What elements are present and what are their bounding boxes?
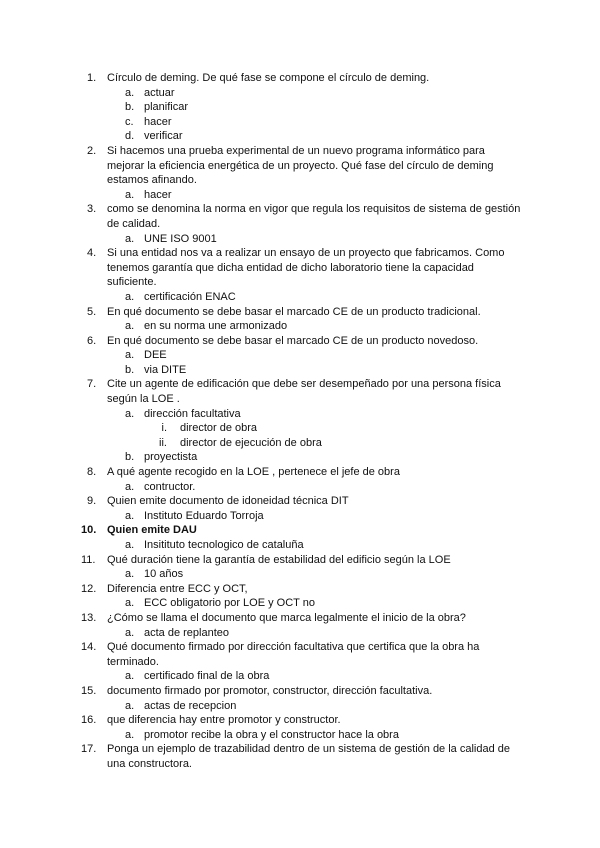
answer-label: b. xyxy=(125,101,135,114)
answer-item xyxy=(0,407,600,422)
question-number: 12. xyxy=(81,582,97,595)
subanswer-label: ii. xyxy=(159,436,167,449)
answer-item xyxy=(0,115,600,130)
answer-label: a. xyxy=(125,597,135,610)
question-number: 6. xyxy=(87,334,97,347)
question-number: 3. xyxy=(87,203,97,216)
answer-label: a. xyxy=(125,509,135,522)
question-text: Qué duración tiene la garantía de estabilidad del edificio según la LOE xyxy=(107,553,451,566)
answer-item xyxy=(0,596,600,611)
answer-label: a. xyxy=(125,699,135,712)
question-text: Cite un agente de edificación que debe ser desempeñado por una persona física según la LOE . xyxy=(107,378,501,406)
answer-item xyxy=(0,450,600,465)
answer-text: planificar xyxy=(144,101,189,114)
subanswer-label: i. xyxy=(161,422,167,435)
answer-item xyxy=(0,669,600,684)
answer-item xyxy=(0,480,600,495)
answer-label: a. xyxy=(125,349,135,362)
answer-text: DEE xyxy=(144,349,167,362)
question-text: Si hacemos una prueba experimental de un nuevo programa informático para mejorar la eficiencia energética de un proyecto. Qué fase del círculo de deming estamos afinando. xyxy=(107,144,494,187)
answer-item xyxy=(0,728,600,743)
answer-label: a. xyxy=(125,626,135,639)
question-item xyxy=(0,246,600,290)
question-text: Qué documento firmado por dirección facultativa que certifica que la obra ha terminado. xyxy=(107,641,480,668)
answer-item xyxy=(0,363,600,378)
question-number: 15. xyxy=(81,684,97,697)
question-number: 10. xyxy=(81,524,97,537)
question-number: 17. xyxy=(81,743,97,756)
question-item xyxy=(0,377,600,406)
answer-text: UNE ISO 9001 xyxy=(144,232,217,245)
question-item xyxy=(0,523,600,538)
answer-item xyxy=(0,232,600,247)
answer-item xyxy=(0,319,600,334)
answer-text: certificado final de la obra xyxy=(144,670,270,683)
answer-item xyxy=(0,699,600,714)
answer-label: b. xyxy=(125,363,135,376)
answer-item xyxy=(0,509,600,524)
answer-item xyxy=(0,290,600,305)
question-item xyxy=(0,640,600,669)
answer-item xyxy=(0,86,600,101)
question-text: En qué documento se debe basar el marcado CE de un producto novedoso. xyxy=(107,334,479,347)
question-item xyxy=(0,71,600,86)
subanswer-text: director de obra xyxy=(180,422,258,435)
question-number: 11. xyxy=(81,553,96,566)
answer-text: via DITE xyxy=(144,363,187,376)
question-item xyxy=(0,553,600,568)
question-item xyxy=(0,465,600,480)
question-item xyxy=(0,582,600,597)
question-item xyxy=(0,494,600,509)
question-number: 5. xyxy=(87,305,97,318)
question-text: Círculo de deming. De qué fase se compone el círculo de deming. xyxy=(107,72,430,84)
answer-text: Instituto Eduardo Torroja xyxy=(144,509,264,522)
question-text: Si una entidad nos va a realizar un ensayo de un proyecto que fabricamos. Como tenemos garantía que dicha entidad de dicho laboratorio tiene la capacidad suficiente. xyxy=(107,247,505,289)
answer-text: acta de replanteo xyxy=(144,626,230,639)
question-text: que diferencia hay entre promotor y constructor. xyxy=(107,714,341,727)
question-number: 1. xyxy=(87,72,97,84)
question-item xyxy=(0,334,600,349)
question-text: Quien emite documento de idoneidad técnica DIT xyxy=(107,495,349,508)
answer-label: a. xyxy=(125,568,135,581)
answer-label: a. xyxy=(125,407,135,420)
question-number: 8. xyxy=(87,466,97,479)
answer-text: actuar xyxy=(144,86,175,99)
answer-text: proyectista xyxy=(144,451,198,464)
question-item xyxy=(0,713,600,728)
answer-text: certificación ENAC xyxy=(144,290,236,303)
question-item xyxy=(0,144,600,188)
answer-label: a. xyxy=(125,480,135,493)
subanswer-text: director de ejecución de obra xyxy=(180,436,322,449)
answer-label: a. xyxy=(125,670,135,683)
question-number: 16. xyxy=(81,714,97,727)
question-text: Quien emite DAU xyxy=(107,524,197,537)
question-text: documento firmado por promotor, constructor, dirección facultativa. xyxy=(107,684,433,697)
question-text: Ponga un ejemplo de trazabilidad dentro de un sistema de gestión de la calidad de una constructora. xyxy=(107,743,510,770)
answer-text: ECC obligatorio por LOE y OCT no xyxy=(144,597,315,610)
subanswer-item xyxy=(0,421,600,436)
answer-label: d. xyxy=(125,130,135,143)
question-item xyxy=(0,684,600,699)
answer-label: b. xyxy=(125,451,135,464)
question-text: ¿Cómo se llama el documento que marca legalmente el inicio de la obra? xyxy=(107,611,466,624)
answer-item xyxy=(0,538,600,553)
answer-item xyxy=(0,348,600,363)
answer-text: contructor. xyxy=(144,480,196,493)
answer-text: verificar xyxy=(144,130,183,143)
answer-label: a. xyxy=(125,86,135,99)
question-number: 2. xyxy=(87,144,97,157)
answer-item xyxy=(0,100,600,115)
answer-item xyxy=(0,129,600,144)
answer-text: dirección facultativa xyxy=(144,407,241,420)
question-number: 14. xyxy=(81,641,97,654)
question-item xyxy=(0,611,600,626)
question-number: 9. xyxy=(87,495,97,508)
answer-label: a. xyxy=(125,320,135,333)
answer-item xyxy=(0,567,600,582)
answer-text: hacer xyxy=(144,188,172,201)
answer-text: promotor recibe la obra y el constructor hace la obra xyxy=(144,728,399,741)
answer-text: actas de recepcion xyxy=(144,699,237,712)
question-item xyxy=(0,742,600,771)
answer-text: 10 años xyxy=(144,568,184,581)
answer-text: hacer xyxy=(144,115,172,128)
question-text: como se denomina la norma en vigor que regula los requisitos de sistema de gestión de calidad. xyxy=(107,203,521,230)
answer-label: a. xyxy=(125,728,135,741)
answer-item xyxy=(0,626,600,641)
answer-item xyxy=(0,188,600,203)
question-text: A qué agente recogido en la LOE , pertenece el jefe de obra xyxy=(107,466,400,479)
question-item xyxy=(0,305,600,320)
answer-text: Insitituto tecnologico de cataluña xyxy=(144,539,304,551)
answer-label: c. xyxy=(125,115,134,128)
question-number: 7. xyxy=(87,378,97,391)
answer-text: en su norma une armonizado xyxy=(144,320,288,333)
question-text: Diferencia entre ECC y OCT, xyxy=(107,582,248,595)
answer-label: a. xyxy=(125,232,135,245)
question-item xyxy=(0,202,600,231)
question-number: 13. xyxy=(81,611,97,624)
answer-label: a. xyxy=(125,539,135,551)
question-number: 4. xyxy=(87,247,97,260)
top-margin xyxy=(0,0,600,71)
answer-label: a. xyxy=(125,290,135,303)
subanswer-item xyxy=(0,436,600,451)
answer-label: a. xyxy=(125,188,135,201)
question-text: En qué documento se debe basar el marcado CE de un producto tradicional. xyxy=(107,305,481,318)
